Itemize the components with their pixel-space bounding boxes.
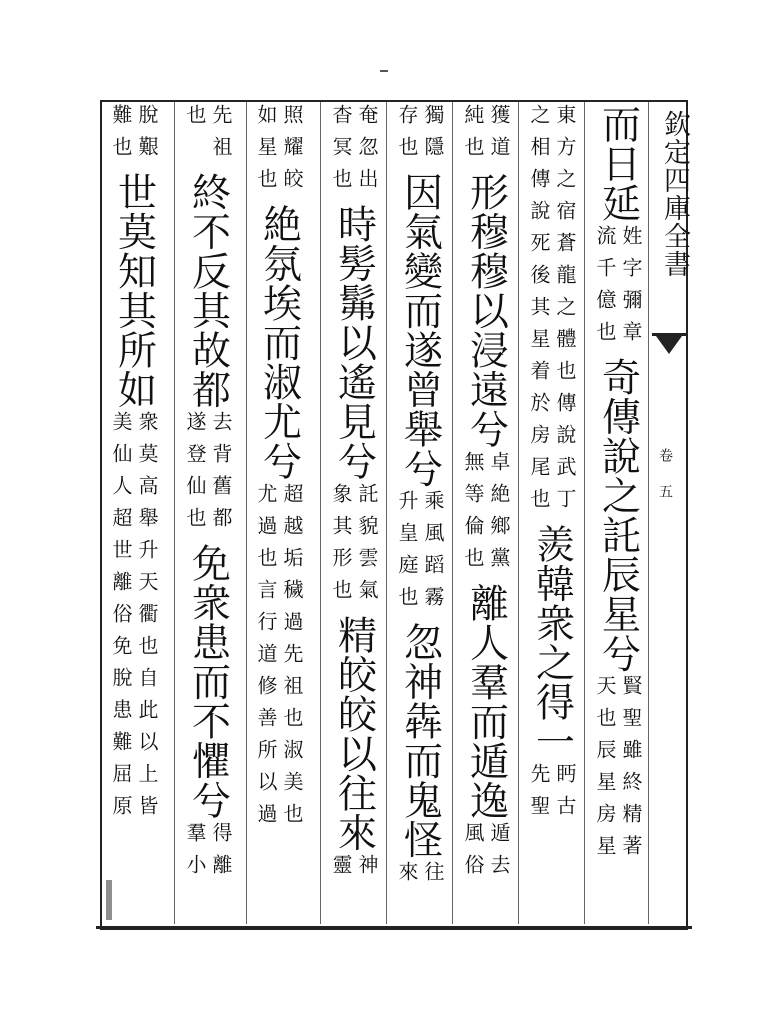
commentary-note (460, 104, 512, 168)
main-text: 奇傳說之託辰星兮 (595, 356, 641, 673)
commentary-note (182, 822, 234, 886)
text-column (106, 104, 162, 924)
main-text: 而日延 (595, 104, 641, 223)
commentary-note (394, 490, 446, 618)
commentary-line: 獨隱 (421, 104, 445, 168)
commentary-line: 也 (183, 104, 207, 136)
main-text: 免衆患而不懼兮 (185, 543, 231, 820)
commentary-line: 美仙人超世離俗免脫患難屈原 (109, 411, 133, 827)
fish-tail-mark (656, 336, 682, 354)
commentary-line: 象其形也 (329, 482, 353, 611)
commentary-note (592, 225, 644, 353)
commentary-line: 之相傳說死後其星着於房尾也 (527, 104, 551, 520)
column-rule (518, 102, 519, 924)
main-text: 忽神犇而鬼怪 (397, 622, 443, 859)
commentary-note (108, 411, 160, 827)
column-rule (174, 102, 175, 924)
commentary-line: 照耀皎 (280, 104, 304, 200)
commentary-note (328, 104, 380, 200)
commentary-line: 東方之宿蒼龍之體也傳說武丁 (553, 104, 577, 520)
commentary-note (526, 104, 578, 520)
text-column (458, 104, 514, 924)
commentary-line: 先聖 (527, 763, 551, 827)
commentary-line: 衆莫高舉升天衢也自此以上皆 (135, 411, 159, 827)
commentary-line: 得離 (209, 821, 233, 886)
text-column (180, 104, 236, 924)
commentary-note (592, 675, 644, 867)
column-rule (386, 102, 387, 924)
column-rule (584, 102, 585, 924)
text-column (590, 104, 646, 924)
commentary-note (253, 104, 305, 200)
main-text: 時髣髴以遙見兮 (331, 204, 377, 481)
commentary-line: 純也 (461, 104, 485, 168)
commentary-line: 羣小 (183, 821, 207, 886)
commentary-note (328, 483, 380, 611)
main-text: 羨韓衆之得一 (529, 524, 575, 761)
commentary-line: 超越垢穢過先祖也淑美也 (280, 482, 304, 835)
commentary-note (394, 861, 446, 893)
commentary-note (253, 483, 305, 835)
column-rule (648, 102, 649, 924)
commentary-line: 存也 (395, 104, 419, 168)
column-rule (320, 102, 321, 924)
main-text: 絶氛埃而淑尤兮 (256, 204, 302, 481)
main-text: 形穆穆以浸遠兮 (463, 172, 509, 449)
commentary-line: 獲道 (487, 104, 511, 168)
commentary-line: 去背舊都 (209, 411, 233, 539)
commentary-line: 託貌雲氣 (355, 482, 379, 611)
commentary-line: 姓字彌章 (619, 224, 643, 353)
main-text: 離人羣而遁逸 (463, 582, 509, 820)
commentary-line: 靈 (329, 853, 353, 886)
commentary-note (182, 104, 234, 168)
main-text: 精皎皎以往來 (331, 614, 377, 852)
commentary-note (182, 411, 234, 539)
commentary-line: 流千億也 (593, 224, 617, 353)
commentary-line: 升皇庭也 (395, 490, 419, 618)
commentary-line: 奄忽出 (355, 104, 379, 200)
column-rule (246, 102, 247, 924)
commentary-line: 往 (421, 861, 445, 893)
commentary-line: 卓絶鄉黨 (487, 450, 511, 579)
main-text: 世莫知其所如 (111, 172, 157, 409)
commentary-line: 無等倫也 (461, 450, 485, 579)
column-rule (452, 102, 453, 924)
book-title: 欽定四庫全書 (659, 110, 690, 278)
commentary-line: 尤過也言行道修善所以過 (254, 482, 278, 835)
commentary-line: 脫艱 (135, 104, 159, 168)
commentary-line: 遂登仙也 (183, 411, 207, 539)
text-column (251, 104, 307, 924)
commentary-note (394, 104, 446, 168)
commentary-line: 神 (355, 853, 379, 886)
folio-label: 卷五 (657, 448, 673, 520)
commentary-line: 賢聖雖終精著 (619, 674, 643, 867)
commentary-line: 遁去 (487, 821, 511, 886)
main-text: 終不反其故都 (185, 172, 231, 409)
commentary-note (108, 104, 160, 168)
commentary-note (526, 763, 578, 827)
commentary-note (328, 854, 380, 886)
commentary-line: 杳冥也 (329, 104, 353, 200)
commentary-note (460, 822, 512, 886)
commentary-line: 如星也 (254, 104, 278, 200)
commentary-line: 乘風蹈霧 (421, 490, 445, 618)
commentary-line: 風俗 (461, 821, 485, 886)
text-column (392, 104, 448, 924)
main-text: 因氣變而遂曾舉兮 (397, 172, 443, 488)
commentary-line: 難也 (109, 104, 133, 168)
commentary-note (460, 451, 512, 579)
commentary-line: 眄古 (553, 763, 577, 827)
text-column (524, 104, 580, 924)
commentary-line: 來 (395, 861, 419, 893)
frame-bottom-rule (96, 926, 692, 929)
commentary-line: 天也辰星房星 (593, 674, 617, 867)
scan-mark (380, 70, 388, 72)
text-column (326, 104, 382, 924)
commentary-line: 先祖 (209, 104, 233, 168)
